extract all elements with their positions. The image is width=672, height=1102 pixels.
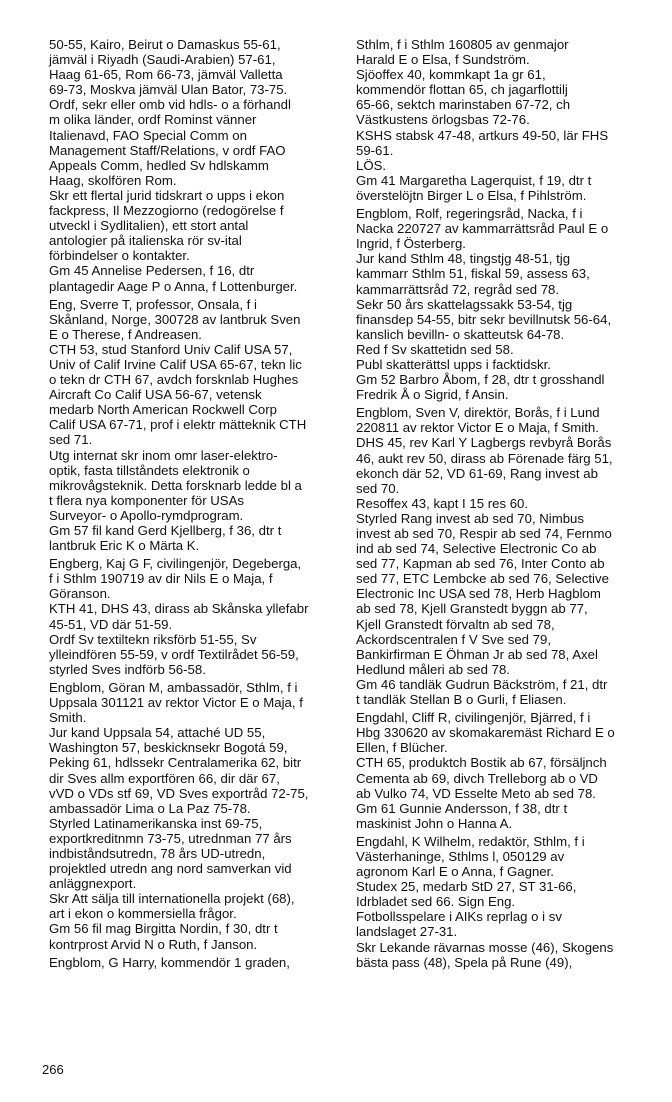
entry-line: vVD o VDs stf 69, VD Sves exportråd 72-75, bbox=[49, 785, 309, 801]
entry-line: Bankirfirman E Öhman Jr ab sed 78, Axel bbox=[356, 646, 598, 662]
entry-line: Engdahl, K Wilhelm, redaktör, Sthlm, f i bbox=[356, 833, 585, 849]
entry-line: ekonch där 52, VD 61-69, Rang invest ab bbox=[356, 465, 598, 481]
entry-line: finansdep 54-55, bitr sekr bevillnutsk 56-64, bbox=[356, 311, 612, 327]
entry-line: förbindelser o kontakter. bbox=[49, 248, 190, 264]
entry-line: invest ab sed 70, Respir ab sed 74, Fernmo bbox=[356, 526, 612, 541]
entry-line: kammarrättsråd 72, regråd sed 78. bbox=[356, 281, 560, 297]
entry-line: medarb North American Rockwell Corp bbox=[49, 402, 277, 418]
entry-line: Jur kand Sthlm 48, tingstjg 48-51, tjg bbox=[356, 251, 571, 267]
entry-line: Ackordscentralen f V Sve sed 79, bbox=[356, 631, 551, 647]
entry-line: projektled utredn ang nord samverkan vid bbox=[49, 861, 292, 877]
entry-line: 65-66, sektch marinstaben 67-72, ch bbox=[356, 97, 571, 113]
entry-line: t flera nya komponenter för USAs bbox=[49, 492, 244, 508]
entry-line: Publ skatterättsl upps i facktidskr. bbox=[356, 356, 551, 372]
entry-line: Ingrid, f Österberg. bbox=[356, 236, 466, 252]
entry-line: Nacka 220727 av kammarrättsråd Paul E o bbox=[356, 221, 609, 237]
entry-line: Italienavd, FAO Special Comm on bbox=[49, 127, 247, 143]
entry-line: Fredrik Å o Sigrid, f Ansin. bbox=[356, 387, 509, 403]
entry-line: sed 77, Kapman ab sed 76, Inter Conto ab bbox=[356, 556, 605, 572]
entry-line: landslaget 27-31. bbox=[356, 924, 458, 940]
directory-entry bbox=[49, 297, 347, 554]
directory-entry bbox=[49, 680, 347, 952]
entry-line: Gm 46 tandläk Gudrun Bäckström, f 21, dtr bbox=[356, 676, 608, 692]
entry-line: Jur kand Uppsala 54, attaché UD 55, bbox=[49, 725, 266, 741]
entry-line: plantagedir Aage P o Anna, f Lottenburger. bbox=[49, 278, 298, 294]
entry-line: DHS 45, rev Karl Y Lagbergs revbyrå Borås bbox=[356, 435, 612, 451]
entry-line: m olika länder, ordf Rominst vänner bbox=[49, 112, 257, 128]
entry-line: Skr Att sälja till internationella projekt (68), bbox=[49, 891, 295, 907]
entry-line: Ordf Sv textiltekn riksförb 51-55, Sv bbox=[49, 631, 257, 647]
entry-line: Sjöoffex 40, kommkapt 1a gr 61, bbox=[356, 67, 546, 83]
entry-line: sed 77, ETC Lembcke ab sed 76, Selective bbox=[356, 571, 609, 587]
entry-line: Sthlm, f i Sthlm 160805 av genmajor bbox=[356, 37, 569, 52]
entry-line: antologier på italienska rör sv-ital bbox=[49, 233, 242, 249]
entry-line: bästa pass (48), Spela på Rune (49), bbox=[356, 954, 573, 970]
directory-entry bbox=[356, 710, 662, 831]
entry-line: Engberg, Kaj G F, civilingenjör, Degeberga, bbox=[49, 556, 302, 572]
directory-entry bbox=[356, 834, 662, 970]
entry-line: f i Sthlm 190719 av dir Nils E o Maja, f bbox=[49, 571, 273, 587]
entry-line: Cementa ab 69, divch Trelleborg ab o VD bbox=[356, 770, 598, 786]
left-column bbox=[49, 37, 347, 973]
entry-line: Hbg 330620 av skomakaremäst Richard E o bbox=[356, 725, 615, 741]
entry-line: Electronic Inc USA sed 78, Herb Hagblom bbox=[356, 586, 601, 602]
entry-line: dir Sves allm exportfören 66, dir där 67, bbox=[49, 770, 280, 786]
entry-line: maskinist John o Hanna A. bbox=[356, 815, 513, 831]
entry-line: o tekn dr CTH 67, avdch forsknlab Hughes bbox=[49, 372, 299, 388]
entry-line: kammarr Sthlm 51, fiskal 59, assess 63, bbox=[356, 266, 590, 282]
directory-entry bbox=[356, 37, 662, 203]
entry-line: Skånland, Norge, 300728 av lantbruk Sven bbox=[49, 311, 301, 327]
entry-line: Surveyor- o Apollo-rymdprogram. bbox=[49, 507, 244, 523]
entry-line: Peking 61, hdlssekr Centralamerika 62, bitr bbox=[49, 755, 302, 771]
entry-line: Utg internat skr inom omr laser-elektro- bbox=[49, 447, 278, 463]
entry-line: Eng, Sverre T, professor, Onsala, f i bbox=[49, 296, 257, 312]
entry-line: ylleindfören 55-59, v ordf Textilrådet 56-59, bbox=[49, 646, 299, 662]
entry-line: E o Therese, f Andreasen. bbox=[49, 326, 202, 342]
entry-line: KTH 41, DHS 43, dirass ab Skånska yllefabr bbox=[49, 601, 309, 617]
entry-line: kontrprost Arvid N o Ruth, f Janson. bbox=[49, 936, 258, 952]
entry-line: styrled Sves indförb 56-58. bbox=[49, 661, 206, 677]
entry-line: ambassadör Lima o La Paz 75-78. bbox=[49, 800, 251, 816]
entry-line: Idrbladet sed 66. Sign Eng. bbox=[356, 894, 516, 910]
entry-line: Smith. bbox=[49, 710, 87, 726]
entry-line: överstelöjtn Birger L o Elsa, f Pihlström. bbox=[356, 187, 587, 203]
entry-line: sed 71. bbox=[49, 432, 93, 448]
entry-line: kommendör flottan 65, ch jagarflottilj bbox=[356, 82, 568, 98]
entry-line: Uppsala 301121 av rektor Victor E o Maja, f bbox=[49, 695, 303, 711]
entry-line: Gm 45 Annelise Pedersen, f 16, dtr bbox=[49, 263, 255, 279]
entry-line: Styrled Latinamerikanska inst 69-75, bbox=[49, 815, 263, 831]
entry-line: Management Staff/Relations, v ordf FAO bbox=[49, 142, 286, 158]
entry-line: 59-61. bbox=[356, 142, 394, 158]
entry-line: utveckl i Sydlitalien), ett stort antal bbox=[49, 218, 249, 234]
entry-line: Engblom, Rolf, regeringsråd, Nacka, f i bbox=[356, 206, 583, 222]
right-column bbox=[356, 37, 662, 973]
entry-line: LÖS. bbox=[356, 157, 387, 173]
entry-line: Styrled Rang invest ab sed 70, Nimbus bbox=[356, 510, 584, 526]
entry-line: Engdahl, Cliff R, civilingenjör, Bjärred, f i bbox=[356, 710, 591, 726]
entry-line: lantbruk Eric K o Märta K. bbox=[49, 538, 200, 554]
entry-line: ab sed 78, Kjell Granstedt byggn ab 77, bbox=[356, 601, 588, 617]
entry-line: Göranson. bbox=[49, 586, 111, 602]
entry-line: kanslich bevilln- o skatteutsk 64-78. bbox=[356, 326, 565, 342]
entry-line: Västerhaninge, Sthlms l, 050129 av bbox=[356, 848, 565, 864]
entry-line: Harald E o Elsa, f Sundström. bbox=[356, 52, 530, 68]
entry-line: Haag, skolfören Rom. bbox=[49, 172, 177, 188]
entry-line: CTH 53, stud Stanford Univ Calif USA 57, bbox=[49, 341, 293, 357]
directory-entry bbox=[356, 206, 662, 402]
entry-line: mikrovågsteknik. Detta forsknarb ledde bl a bbox=[49, 477, 302, 493]
directory-entry bbox=[49, 955, 347, 970]
entry-line: Aircraft Co Calif USA 56-67, vetensk bbox=[49, 387, 262, 403]
entry-line: Engblom, G Harry, kommendör 1 graden, bbox=[49, 954, 290, 970]
entry-line: Calif USA 67-71, prof i elektr mätteknik CTH bbox=[49, 417, 307, 433]
entry-line: ind ab sed 74, Selective Electronic Co ab bbox=[356, 541, 597, 557]
entry-line: Engblom, Göran M, ambassadör, Sthlm, f i bbox=[49, 679, 298, 695]
entry-line: 50-55, Kairo, Beirut o Damaskus 55-61, bbox=[49, 37, 281, 52]
entry-line: Västkustens örlogsbas 72-76. bbox=[356, 112, 530, 128]
entry-line: Resoffex 43, kapt I 15 res 60. bbox=[356, 495, 529, 511]
entry-line: t tandläk Stellan B o Gurli, f Eliasen. bbox=[356, 692, 567, 708]
entry-line: Engblom, Sven V, direktör, Borås, f i Lund bbox=[356, 405, 600, 421]
entry-line: jämväl i Riyadh (Saudi-Arabien) 57-61, bbox=[49, 52, 276, 68]
entry-line: Kjell Granstedt förvaltn ab sed 78, bbox=[356, 616, 555, 632]
entry-line: anläggnexport. bbox=[49, 876, 137, 892]
entry-line: Red f Sv skattetidn sed 58. bbox=[356, 341, 514, 357]
page-number: 266 bbox=[42, 1062, 64, 1077]
entry-line: ab Vulko 74, VD Esselte Meto ab sed 78. bbox=[356, 785, 596, 801]
entry-line: Washington 57, beskicknsekr Bogotá 59, bbox=[49, 740, 288, 756]
entry-line: art i ekon o kommersiella frågor. bbox=[49, 906, 237, 922]
entry-line: fackpress, Il Mezzogiorno (redogörelse f bbox=[49, 203, 284, 219]
entry-line: Gm 56 fil mag Birgitta Nordin, f 30, dtr t bbox=[49, 921, 278, 937]
entry-line: Appeals Comm, hedled Sv hdlskamm bbox=[49, 157, 269, 173]
entry-line: 45-51, VD där 51-59. bbox=[49, 616, 173, 632]
directory-entry bbox=[49, 556, 347, 677]
entry-line: Studex 25, medarb StD 27, ST 31-66, bbox=[356, 879, 577, 895]
entry-line: Hedlund måleri ab sed 78. bbox=[356, 661, 510, 677]
entry-line: 220811 av rektor Victor E o Maja, f Smith. bbox=[356, 420, 599, 436]
entry-line: 46, aukt rev 50, dirass ab Förenade färg 51, bbox=[356, 450, 613, 466]
entry-line: CTH 65, produktch Bostik ab 67, försäljnch bbox=[356, 755, 607, 771]
entry-line: Gm 57 fil kand Gerd Kjellberg, f 36, dtr t bbox=[49, 523, 282, 538]
entry-line: Ellen, f Blücher. bbox=[356, 740, 448, 756]
entry-line: Skr ett flertal jurid tidskrart o upps i ekon bbox=[49, 187, 285, 203]
directory-entry bbox=[49, 37, 347, 294]
entry-line: sed 70. bbox=[356, 480, 400, 496]
entry-line: Gm 41 Margaretha Lagerquist, f 19, dtr t bbox=[356, 172, 592, 188]
entry-line: Ordf, sekr eller omb vid hdls- o a förhandl bbox=[49, 97, 291, 113]
entry-line: indbiståndsutredn, 78 års UD-utredn, bbox=[49, 845, 266, 861]
entry-line: Skr Lekande rävarnas mosse (46), Skogens bbox=[356, 939, 614, 955]
entry-line: 69-73, Moskva jämväl Ulan Bator, 73-75. bbox=[49, 82, 288, 98]
entry-line: exportkreditnmn 73-75, utrednman 77 års bbox=[49, 830, 292, 846]
entry-line: agronom Karl E o Anna, f Gagner. bbox=[356, 864, 554, 880]
entry-line: Sekr 50 års skattelagssakk 53-54, tjg bbox=[356, 296, 573, 312]
entry-line: Gm 52 Barbro Åbom, f 28, dtr t grosshandl bbox=[356, 372, 605, 388]
directory-entry bbox=[356, 405, 662, 707]
entry-line: Univ of Calif Irvine Calif USA 65-67, tekn lic bbox=[49, 356, 302, 372]
entry-line: KSHS stabsk 47-48, artkurs 49-50, lär FHS bbox=[356, 127, 609, 143]
entry-line: Gm 61 Gunnie Andersson, f 38, dtr t bbox=[356, 800, 568, 816]
entry-line: Haag 61-65, Rom 66-73, jämväl Valletta bbox=[49, 67, 283, 83]
entry-line: optik, fasta tillståndets elektronik o bbox=[49, 462, 250, 478]
entry-line: Fotbollsspelare i AIKs reprlag o i sv bbox=[356, 909, 562, 925]
